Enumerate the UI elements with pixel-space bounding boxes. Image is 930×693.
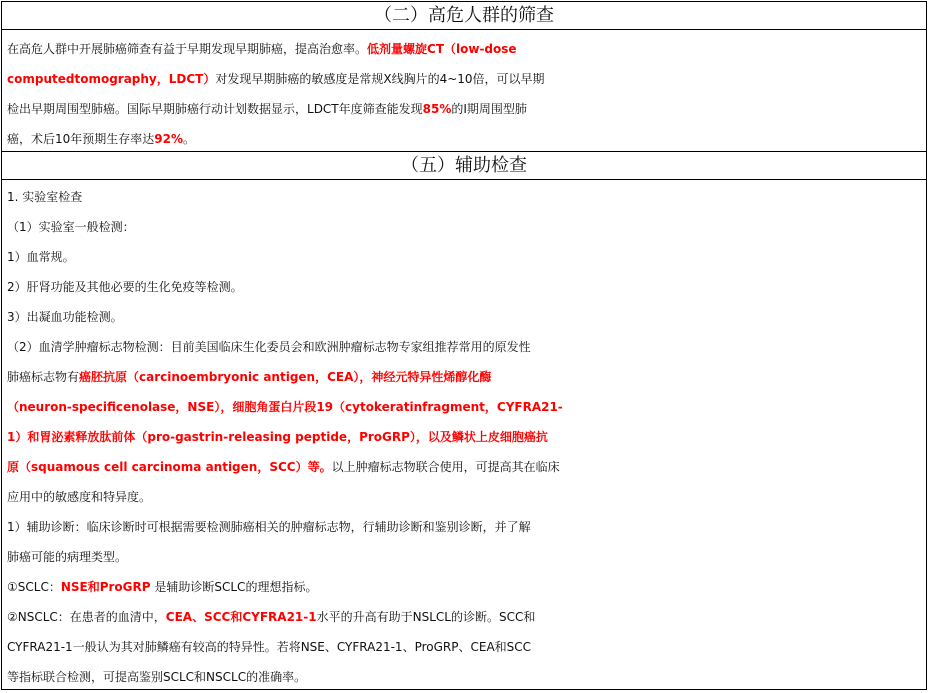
body-text: 水平的升高有助于NSLCL的诊断。SCC和 [316,610,536,624]
text-line [7,632,920,662]
body-text: （2）血清学肿瘤标志物检测：目前美国临床生化委员会和欧洲肿瘤标志物专家组推荐常用的原发性 [7,340,531,354]
body-text: 以上肿瘤标志物联合使用，可提高其在临床 [331,460,560,474]
body-text: 对发现早期肺癌的敏感度是常规X线胸片的4~10倍，可以早期 [215,72,545,86]
text-line [7,182,920,212]
text-line [7,602,920,632]
highlighted-text: NSE和ProGRP [60,580,151,594]
body-text: 应用中的敏感度和特异度。 [7,490,152,504]
text-line [7,422,920,452]
auxiliary-exam-content [2,180,926,690]
highlighted-text: （neuron-specificenolase，NSE），细胞角蛋白片段19（cytokeratinfragment，CYFRA21- [7,400,563,414]
highlighted-text: 85% [422,102,452,116]
highlighted-text: computedtomography，LDCT） [7,72,216,86]
body-text: 是辅助诊断SCLC的理想指标。 [150,580,318,594]
body-text: 肺癌可能的病理类型。 [7,550,128,564]
body-text: 的Ⅰ期周围型肺 [451,102,527,116]
body-text: 等指标联合检测，可提高鉴别SCLC和NSCLC的准确率。 [7,670,307,684]
body-text: 。 [183,132,196,146]
text-line [7,362,920,392]
highlighted-text: CEA、SCC和CYFRA21-1 [165,610,317,624]
text-line [7,392,920,422]
text-line [7,482,920,512]
highlighted-text: 低剂量螺旋CT（low-dose [367,42,517,56]
text-line [7,94,920,124]
body-text: 1）血常规。 [7,250,75,264]
document-table [1,1,927,690]
body-text: （1）实验室一般检测： [7,220,135,234]
highlighted-text: 1）和胃泌素释放肽前体（pro-gastrin-releasing peptide，ProGRP），以及鳞状上皮细胞癌抗 [7,430,548,444]
body-text: 2）肝肾功能及其他必要的生化免疫等检测。 [7,280,243,294]
body-text: 癌，术后10年预期生存率达 [7,132,155,146]
screening-paragraph [2,30,926,152]
body-text: 检出早期周围型肺癌。国际早期肺癌行动计划数据显示，LDCT年度筛查能发现 [7,102,423,116]
text-line [7,212,920,242]
text-line [7,662,920,690]
body-text: ①SCLC： [7,580,61,594]
highlighted-text: 癌胚抗原（carcinoembryonic antigen，CEA），神经元特异性烯醇化酶 [79,370,492,384]
text-line [7,64,920,94]
body-text: 在高危人群中开展肺癌筛查有益于早期发现早期肺癌，提高治愈率。 [7,42,368,56]
section-heading-auxiliary-exam: （五）辅助检查 [2,152,926,180]
highlighted-text: 原（squamous cell carcinoma antigen，SCC）等。 [7,460,332,474]
body-text: 3）出凝血功能检测。 [7,310,123,324]
text-line [7,572,920,602]
body-text: 1. 实验室检查 [7,190,83,204]
text-line [7,34,920,64]
text-line [7,272,920,302]
body-text: 1）辅助诊断：临床诊断时可根据需要检测肺癌相关的肿瘤标志物，行辅助诊断和鉴别诊断，并了解 [7,520,531,534]
body-text: ②NSCLC：在患者的血清中， [7,610,166,624]
highlighted-text: 92% [154,132,184,146]
body-text: CYFRA21-1一般认为其对肺鳞癌有较高的特异性。若将NSE、CYFRA21-1、ProGRP、CEA和SCC [7,640,532,654]
text-line [7,512,920,542]
section-heading-screening: （二）高危人群的筛查 [2,2,926,30]
text-line [7,124,920,154]
text-line [7,542,920,572]
text-line [7,452,920,482]
text-line [7,332,920,362]
body-text: 肺癌标志物有 [7,370,80,384]
text-line [7,302,920,332]
text-line [7,242,920,272]
